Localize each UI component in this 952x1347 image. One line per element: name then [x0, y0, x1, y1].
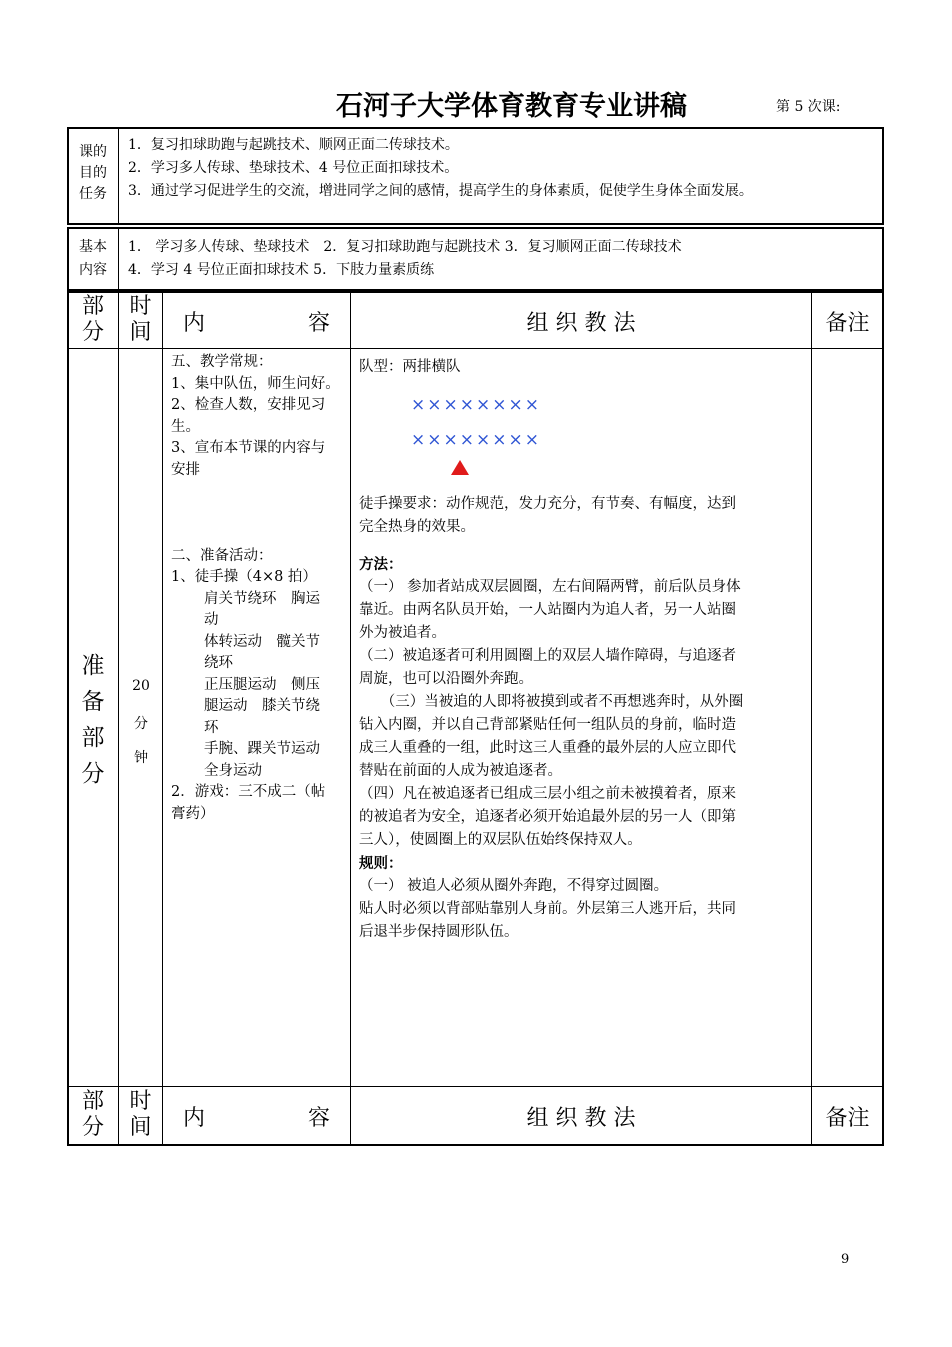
method-line: 周旋，也可以沿圈外奔跑。: [359, 671, 533, 687]
goal-item: 1．复习扣球助跑与起跳技术、顺网正面二传球技术。: [128, 137, 459, 153]
method-line: 靠近。由两名队员开始，一人站圈内为追人者，另一人站圈: [359, 602, 736, 618]
method-line: （三）当被追的人即将被摸到或者不再想逃奔时，从外圈: [359, 694, 744, 710]
header-time: 时 间: [129, 294, 152, 345]
rules-title: 规则：: [359, 855, 403, 872]
content-line: 膏药）: [171, 805, 215, 822]
method-line: 三人），使圆圈上的双层队伍始终保持双人。: [359, 832, 642, 848]
page-title: 石河子大学体育教育专业讲稿: [336, 91, 687, 122]
formation-label: 队型：两排横队: [359, 359, 461, 375]
goal-item: 2．学习多人传球、垫球技术、4 号位正面扣球技术。: [128, 160, 459, 176]
goals-label: 课的 目的 任务: [79, 144, 107, 202]
basics-list: [128, 236, 682, 282]
content-line: 绕环: [204, 655, 233, 671]
prep-part-label: 准 备 部 分: [81, 653, 105, 787]
content-line: 腿运动 膝关节绕: [204, 698, 320, 714]
prep-content: [171, 352, 347, 825]
lesson-number: 第 5 次课:: [776, 99, 841, 115]
rules-line: 贴人时必须以背部贴靠别人身前。外层第三人逃开后，共同: [359, 901, 736, 917]
content-line: 动: [204, 612, 219, 628]
content-line: 环: [204, 719, 219, 736]
footer-header-time: 时 间: [129, 1089, 152, 1140]
header-content-a: 内: [183, 311, 206, 336]
method-title: 方法：: [359, 556, 403, 573]
footer-header-content-a: 内: [183, 1106, 206, 1131]
content-line: 生。: [171, 418, 200, 435]
method-line: （四）凡在被追逐者已组成三层小组之前未被摸着者，原来: [359, 786, 736, 802]
content-line: [171, 524, 347, 546]
goals-list: [128, 134, 753, 203]
content-line: 1、集中队伍，师生问好。: [171, 375, 340, 392]
footer-header-method: 组 织 教 法: [526, 1106, 636, 1131]
header-method: 组 织 教 法: [526, 311, 636, 336]
content-line: 2、检查人数，安排见习: [171, 397, 326, 413]
method-line: （一） 参加者站成双层圆圈，左右间隔两臂，前后队员身体: [359, 579, 741, 595]
rules-line: （一） 被追人必须从圈外奔跑，不得穿过圆圈。: [359, 878, 669, 894]
method-line: 钻入内圈，并以自己背部紧贴任何一组队员的身前，临时造: [359, 717, 736, 733]
method-line: 替贴在前面的人成为被追逐者。: [359, 763, 562, 779]
footer-header-remark: 备注: [825, 1106, 870, 1131]
content-line: [171, 503, 347, 525]
method-text: [359, 576, 805, 852]
rules-line: 后退半步保持圆形队伍。: [359, 924, 519, 940]
page-number: 9: [841, 1252, 850, 1267]
requirement-line: 徒手操要求：动作规范，发力充分，有节奏、有幅度，达到: [359, 496, 736, 512]
prep-time: 20 分 钟: [132, 678, 150, 766]
content-line: 安排: [171, 461, 200, 478]
exercise-requirement: [359, 493, 805, 539]
content-line: 二、准备活动：: [171, 547, 273, 564]
method-line: 外为被追者。: [359, 625, 446, 641]
footer-header-content-b: 容: [308, 1106, 331, 1131]
content-line: 3、宣布本节课的内容与: [171, 440, 326, 456]
content-line: 1、徒手操（4×8 拍）: [171, 569, 317, 585]
content-line: 五、教学常规：: [171, 354, 273, 370]
method-line: （二）被追逐者可利用圆圈上的双层人墙作障碍，与追逐者: [359, 648, 736, 664]
prep-method: [359, 356, 805, 944]
basics-label: 基本 内容: [79, 239, 107, 278]
content-line: 手腕、踝关节运动: [204, 741, 320, 757]
formation-row-1: ××××××××: [411, 395, 541, 415]
requirement-line: 完全热身的效果。: [359, 519, 475, 535]
goal-item: 3．通过学习促进学生的交流，增进同学之间的感情，提高学生的身体素质，促使学生身体全面发展。: [128, 183, 753, 199]
content-line: [171, 481, 347, 503]
header-content-b: 容: [308, 311, 331, 336]
content-line: 全身运动: [204, 762, 262, 779]
teacher-triangle-icon: [451, 460, 469, 475]
content-line: 正压腿运动 侧压: [204, 676, 320, 693]
footer-header-part: 部 分: [81, 1089, 104, 1140]
basics-line: 1． 学习多人传球、垫球技术 2．复习扣球助跑与起跳技术 3．复习顺网正面二传球技术: [128, 239, 682, 255]
content-line: 体转运动 髋关节: [204, 633, 320, 650]
content-line: 肩关节绕环 胸运: [204, 590, 320, 607]
content-line: 2．游戏：三不成二（帖: [171, 784, 326, 800]
basics-line: 4．学习 4 号位正面扣球技术 5．下肢力量素质练: [128, 262, 435, 278]
header-part: 部 分: [81, 294, 104, 345]
rules-text: [359, 875, 805, 944]
header-remark: 备注: [825, 311, 870, 336]
method-line: 成三人重叠的一组，此时这三人重叠的最外层的人应立即代: [359, 740, 736, 756]
formation-row-2: ××××××××: [411, 430, 541, 450]
method-line: 的被追者为安全，追逐者必须开始追最外层的另一人（即第: [359, 809, 736, 825]
